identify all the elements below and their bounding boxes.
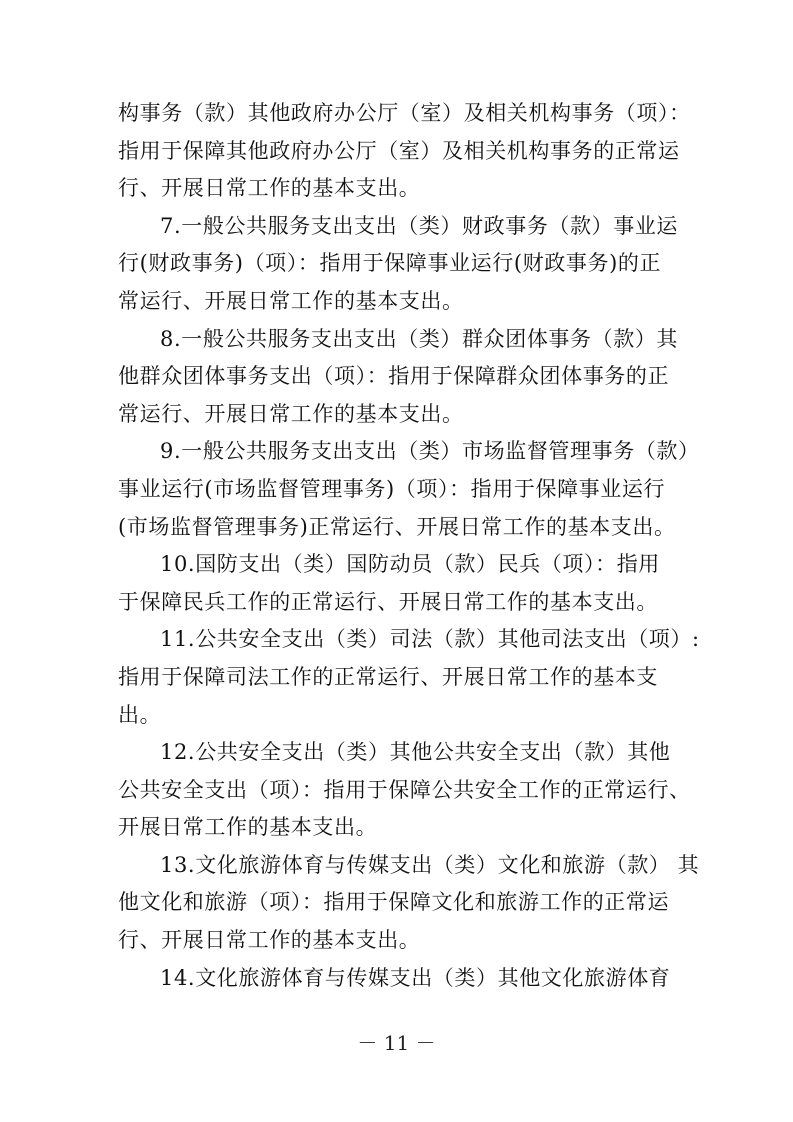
item-12-line: 12.公共安全支出（类）其他公共安全支出（款）其他 [160, 740, 671, 765]
document-body [118, 95, 700, 997]
item-14-line: 14.文化旅游体育与传媒支出（类）其他文化旅游体育 [160, 965, 671, 990]
text-line: 他文化和旅游（项）：指用于保障文化和旅游工作的正常运 [118, 890, 670, 915]
item-13-line: 13.文化旅游体育与传媒支出（类）文化和旅游（款） 其 [160, 852, 700, 877]
text-line: 指用于保障司法工作的正常运行、开展日常工作的基本支 [118, 664, 658, 689]
item-9-line: 9.一般公共服务支出支出（类）市场监督管理事务（款） [160, 439, 700, 464]
text-line: 事业运行(市场监督管理事务)（项）：指用于保障事业运行 [118, 476, 666, 501]
text-line: 于保障民兵工作的正常运行、开展日常工作的基本支出。 [118, 589, 658, 614]
text-line: 指用于保障其他政府办公厅（室）及相关机构事务的正常运 [118, 138, 680, 163]
text-line: 开展日常工作的基本支出。 [118, 815, 378, 840]
text-line: 公共安全支出（项）：指用于保障公共安全工作的正常运行、 [118, 777, 691, 802]
text-line: 常运行、开展日常工作的基本支出。 [118, 288, 464, 313]
text-line: 常运行、开展日常工作的基本支出。 [118, 401, 464, 426]
text-line: 行(财政事务)（项）：指用于保障事业运行(财政事务)的正 [118, 251, 662, 276]
text-line: 他群众团体事务支出（项）：指用于保障群众团体事务的正 [118, 364, 670, 389]
text-line: 出。 [118, 702, 162, 727]
text-line: 行、开展日常工作的基本支出。 [118, 176, 421, 201]
item-10-line: 10.国防支出（类）国防动员（款）民兵（项）：指用 [160, 552, 660, 577]
text-line: 构事务（款）其他政府办公厅（室）及相关机构事务（项）： [118, 101, 691, 125]
item-8-line: 8.一般公共服务支出支出（类）群众团体事务（款）其 [160, 326, 679, 351]
text-line: 行、开展日常工作的基本支出。 [118, 928, 421, 953]
item-11-line: 11.公共安全支出（类）司法（款）其他司法支出（项）: [160, 627, 700, 652]
text-line: (市场监督管理事务)正常运行、开展日常工作的基本支出。 [118, 514, 676, 539]
page-number: － 11 － [357, 1031, 436, 1055]
item-7-line: 7.一般公共服务支出支出（类）财政事务（款）事业运 [160, 213, 679, 238]
